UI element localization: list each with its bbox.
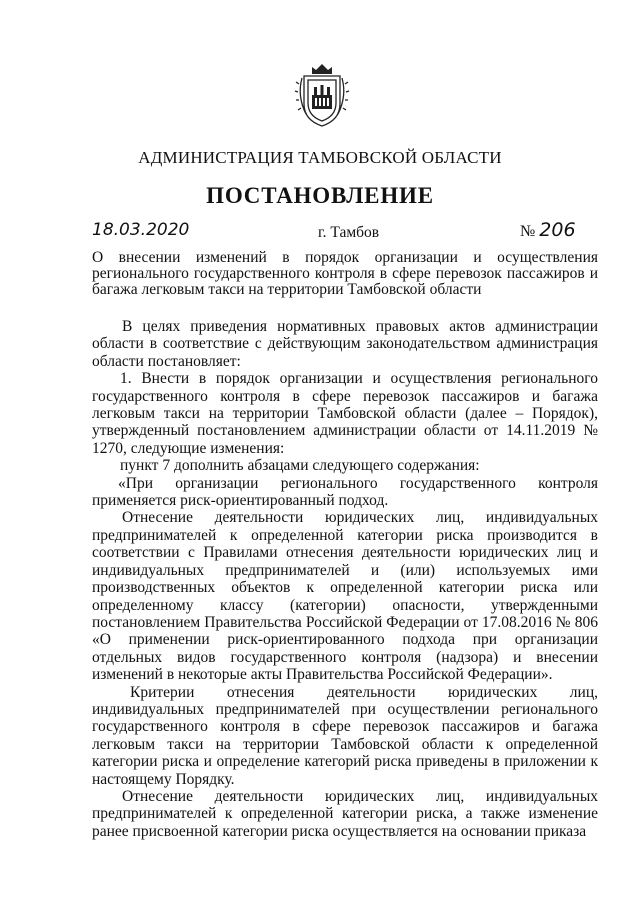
paragraph-category-change: Отнесение деятельности юридических лиц, индивидуальных предпринимателей к определенной категории риска, а также изменение ранее присвоенной категории риска осуществляется на основании приказа [92, 787, 598, 840]
paragraph-risk-category: Отнесение деятельности юридических лиц, индивидуальных предпринимателей к определенной категории риска производится в соответствии с Правилами отнесения деятельности юридических лиц и индивидуальных предпринимателей и (или) используемых ими производственных объектов к определенной категории риска или определенному классу (категории) опасности, утвержденными постановлением Правительства Российской Федерации от 17.08.2016 № 806 «О применении риск-ориентированного подхода при организации отдельных видов государственного контроля (надзора) и внесении изменений в некоторые акты Правительства Российской Федерации». [92, 509, 598, 684]
paragraph-amendment-intro: пункт 7 дополнить абзацами следующего содержания: [120, 457, 480, 475]
paragraph-criteria: Критерии отнесения деятельности юридических лиц, индивидуальных предпринимателей при осуществлении регионального государственного контроля в сфере перевозок пассажиров и багажа легковым такси на территории Тамбовской области к определенной категории риска и определение категорий риска приведены в приложении к настоящему Порядку. [92, 683, 598, 788]
document-date: 18.03.2020 [92, 220, 190, 240]
number-value: 206 [539, 219, 576, 241]
coat-of-arms-emblem [294, 62, 350, 128]
document-type-title: ПОСТАНОВЛЕНИЕ [206, 183, 434, 208]
paragraph-preamble: В целях приведения нормативных правовых актов администрации области в соответствие с действующим законодательством администрация области постановляет: [92, 318, 598, 370]
organization-name: АДМИНИСТРАЦИЯ ТАМБОВСКОЙ ОБЛАСТИ [138, 148, 502, 167]
paragraph-item-1: 1. Внести в порядок организации и осуществления регионального государственного контроля в сфере перевозок пассажиров и багажа легковым такси на территории Тамбовской области (далее – Порядок), утвержденный постановлением администрации области от 14.11.2019 № 1270, следующие изменения: [92, 370, 598, 457]
paragraph-quote-risk-approach: «При организации регионального государственного контроля применяется риск-ориентированный подход. [92, 474, 598, 510]
document-number [520, 219, 576, 241]
document-body [92, 318, 598, 840]
document-subject: О внесении изменений в порядок организации и осуществления регионального государственного контроля в сфере перевозок пассажиров и багажа легковым такси на территории Тамбовской области [92, 249, 598, 298]
number-sign: № [520, 223, 536, 240]
document-city: г. Тамбов [318, 224, 380, 241]
